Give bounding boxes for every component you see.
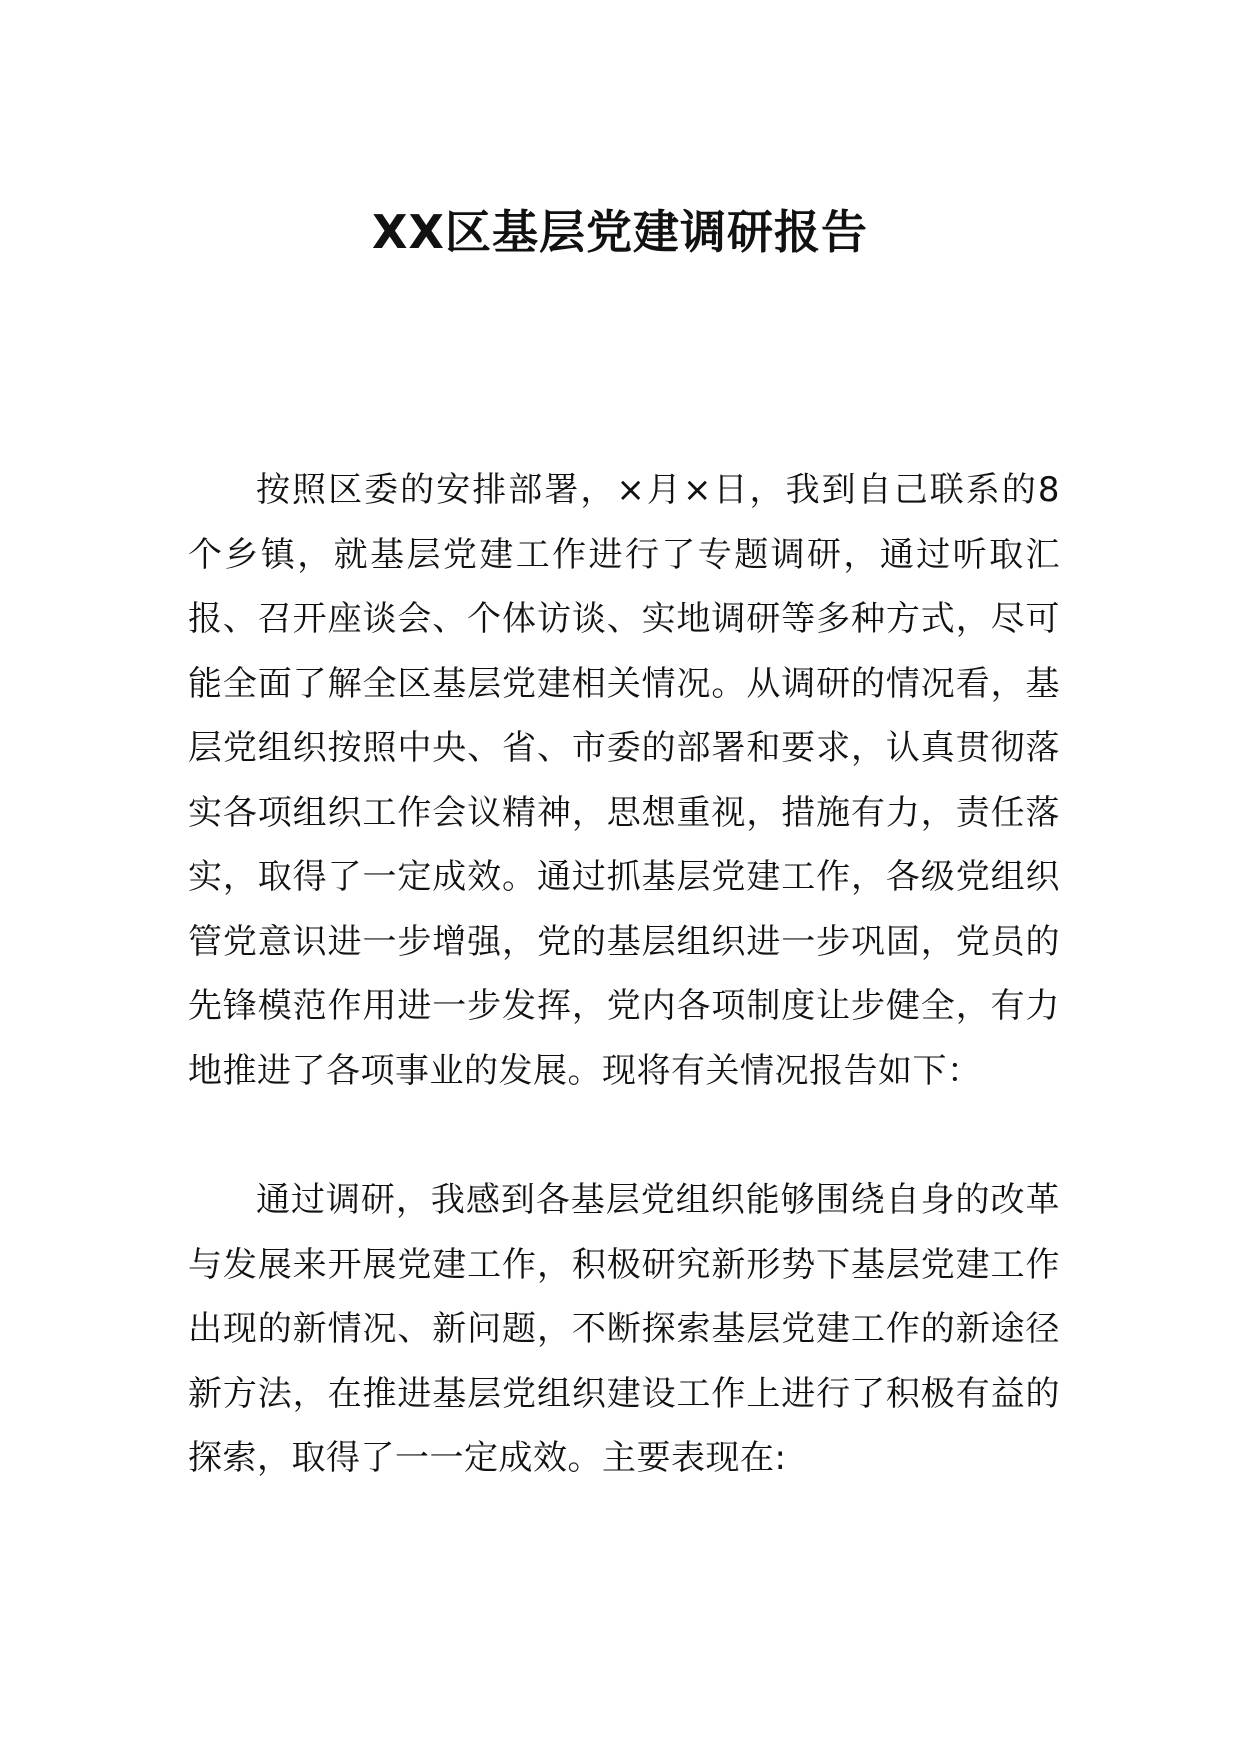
- paragraph-findings: 通过调研，我感到各基层党组织能够围绕自身的改革与发展来开展党建工作，积极研究新形势下基层党建工作出现的新情况、新问题，不断探索基层党建工作的新途径新方法，在推进基层党组织建设工作上进行了积极有益的探索，取得了一一定成效。主要表现在:: [188, 1180, 1060, 1478]
- document-title: XX区基层党建调研报告: [372, 205, 868, 259]
- paragraph-intro: 按照区委的安排部署，×月×日，我到自己联系的8个乡镇，就基层党建工作进行了专题调研，通过听取汇报、召开座谈会、个体访谈、实地调研等多种方式，尽可能全面了解全区基层党建相关情况。从调研的情况看，基层党组织按照中央、省、市委的部署和要求，认真贯彻落实各项组织工作会议精神，思想重视，措施有力，责任落实，取得了一定成效。通过抓基层党建工作，各级党组织管党意识进一步增强，党的基层组织进一步巩固，党员的先锋模范作用进一步发挥，党内各项制度让步健全，有力地推进了各项事业的发展。现将有关情况报告如下：: [188, 470, 1060, 1091]
